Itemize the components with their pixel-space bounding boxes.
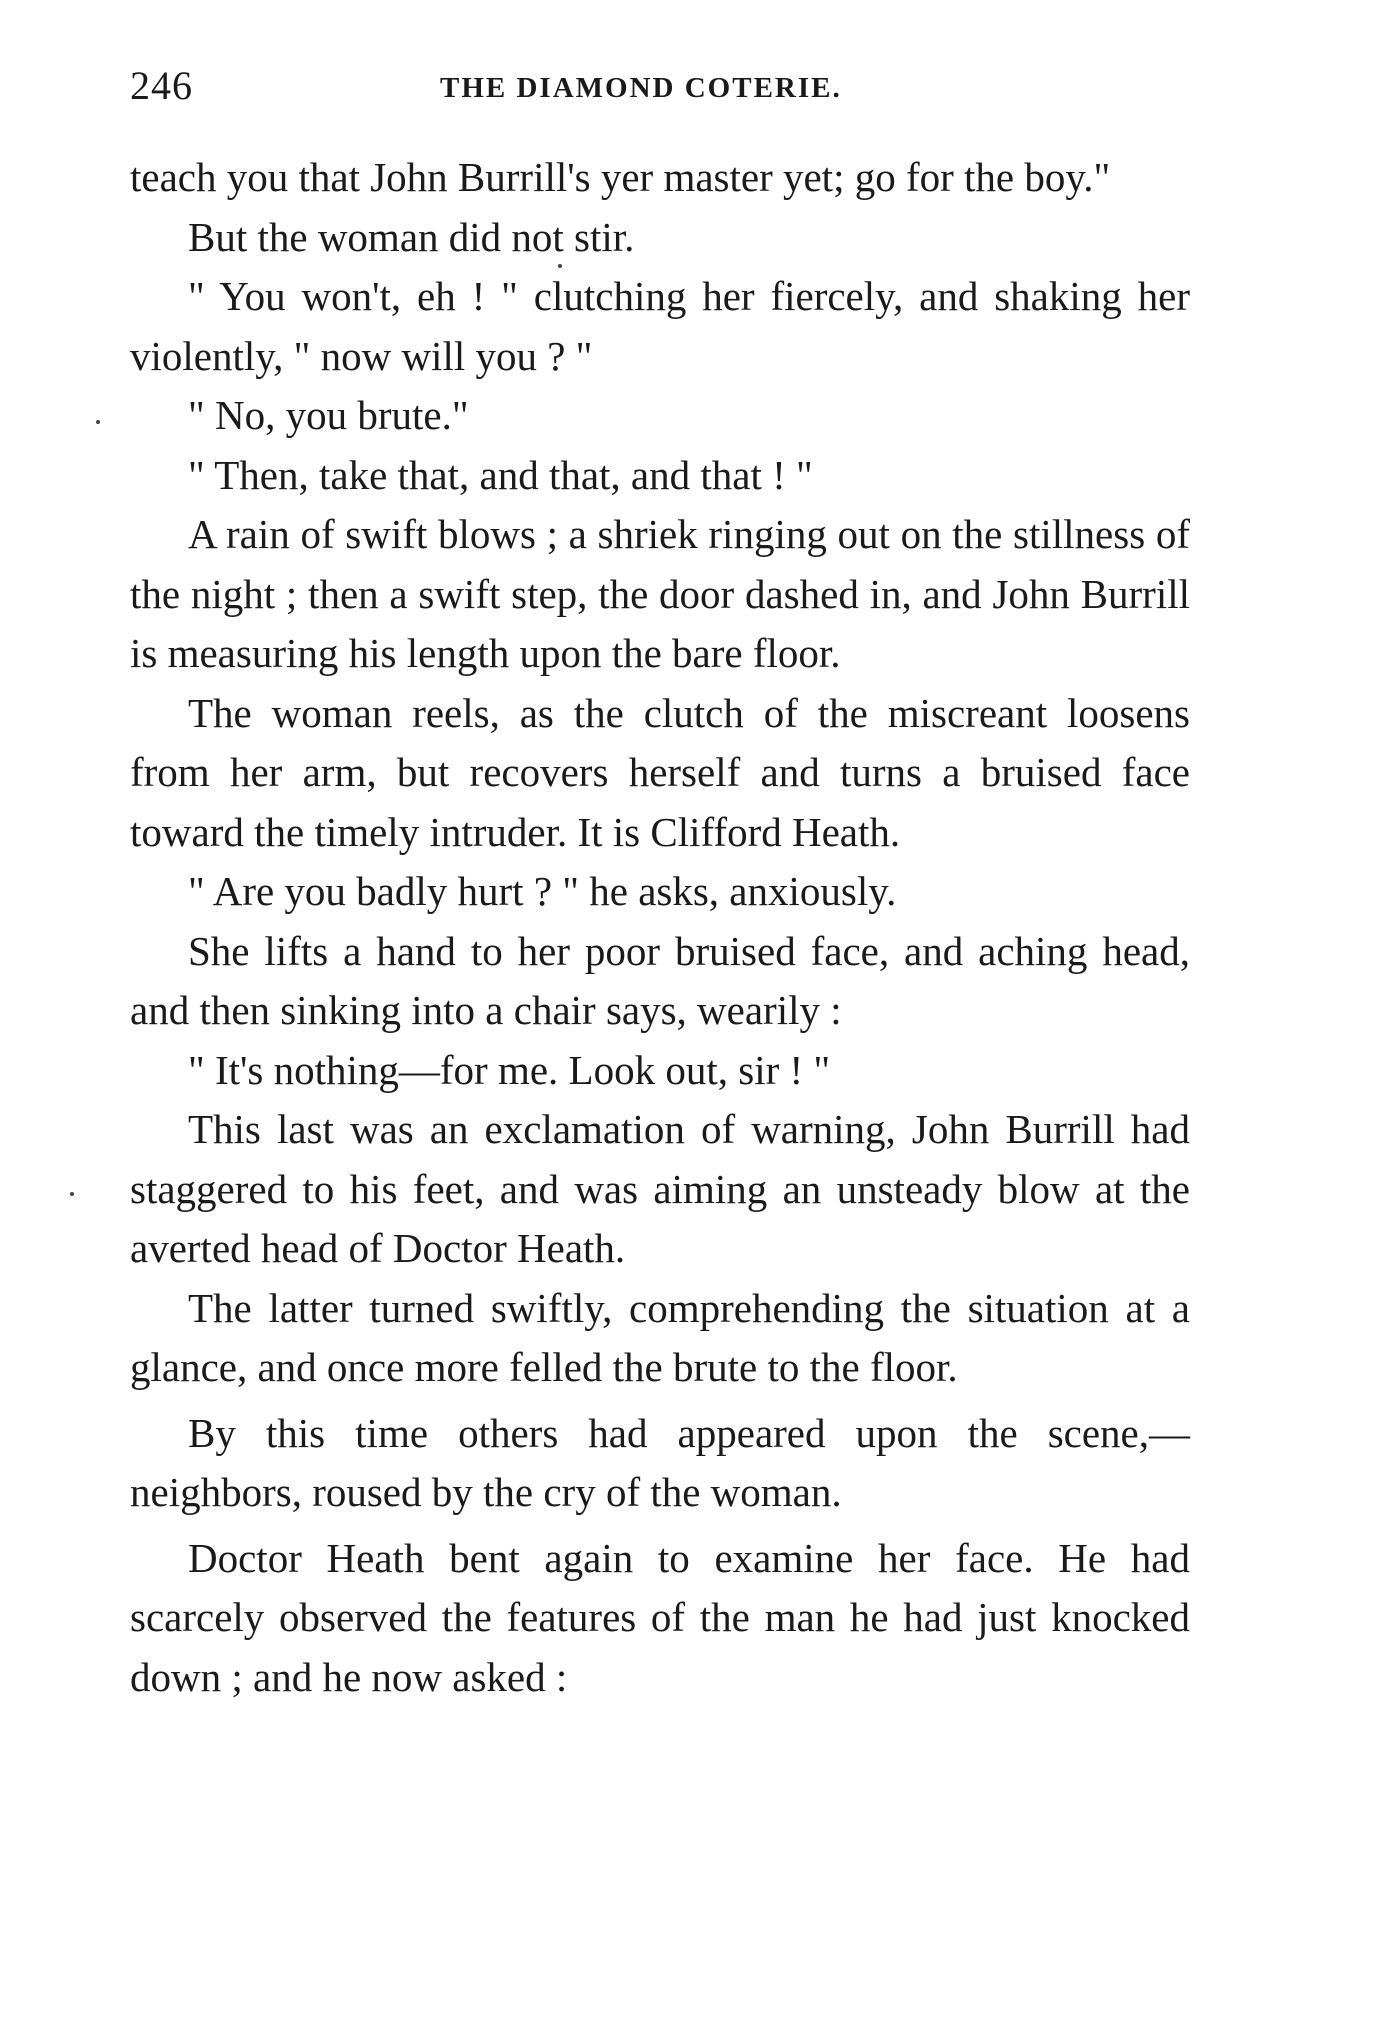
paragraph: " Are you badly hurt ? " he asks, anxiously. — [188, 868, 897, 914]
paragraph: The woman reels, as the clutch of the miscreant loosens from her arm, but recovers herself and turns a bruised face toward the timely intruder. It is Clifford Heath. — [130, 689, 1190, 855]
paragraph: The latter turned swiftly, comprehending the situation at a glance, and once more felled the brute to the floor. — [130, 1284, 1190, 1390]
paragraph: This last was an exclamation of warning, John Burrill had staggered to his feet, and was aiming an unsteady blow at the averted head of Doctor Heath. — [130, 1106, 1190, 1271]
book-title: THE DIAMOND COTERIE. — [440, 72, 842, 104]
paragraph: But the woman did not stir. — [188, 213, 635, 260]
paragraph: teach you that John Burrill's yer master yet; go for the boy." — [130, 154, 1111, 200]
ink-speck — [70, 1192, 74, 1196]
paragraph: Doctor Heath bent again to examine her face. He had scarcely observed the features of the man he had just knocked down ; and he now asked : — [130, 1534, 1190, 1700]
paragraph: She lifts a hand to her poor bruised face, and aching head, and then sinking into a chair says, wearily : — [130, 927, 1190, 1033]
paragraph: " Then, take that, and that, and that ! " — [188, 451, 813, 498]
ink-speck — [96, 420, 100, 424]
running-head — [130, 62, 1190, 112]
page-number: 246 — [130, 63, 193, 108]
paragraph: A rain of swift blows ; a shriek ringing out on the stillness of the night ; then a swift step, the door dashed in, and John Burrill is measuring his length upon the bare floor. — [130, 511, 1190, 676]
paragraph: " No, you brute." — [188, 392, 469, 438]
paragraph: By this time others had appeared upon the scene,—neighbors, roused by the cry of the woman. — [130, 1409, 1190, 1515]
ink-speck — [558, 264, 562, 268]
paragraph: " You won't, eh ! " clutching her fiercely, and shaking her violently, " now will you ? " — [130, 273, 1190, 379]
body-text — [130, 148, 1190, 1707]
paragraph: " It's nothing—for me. Look out, sir ! " — [188, 1046, 831, 1093]
